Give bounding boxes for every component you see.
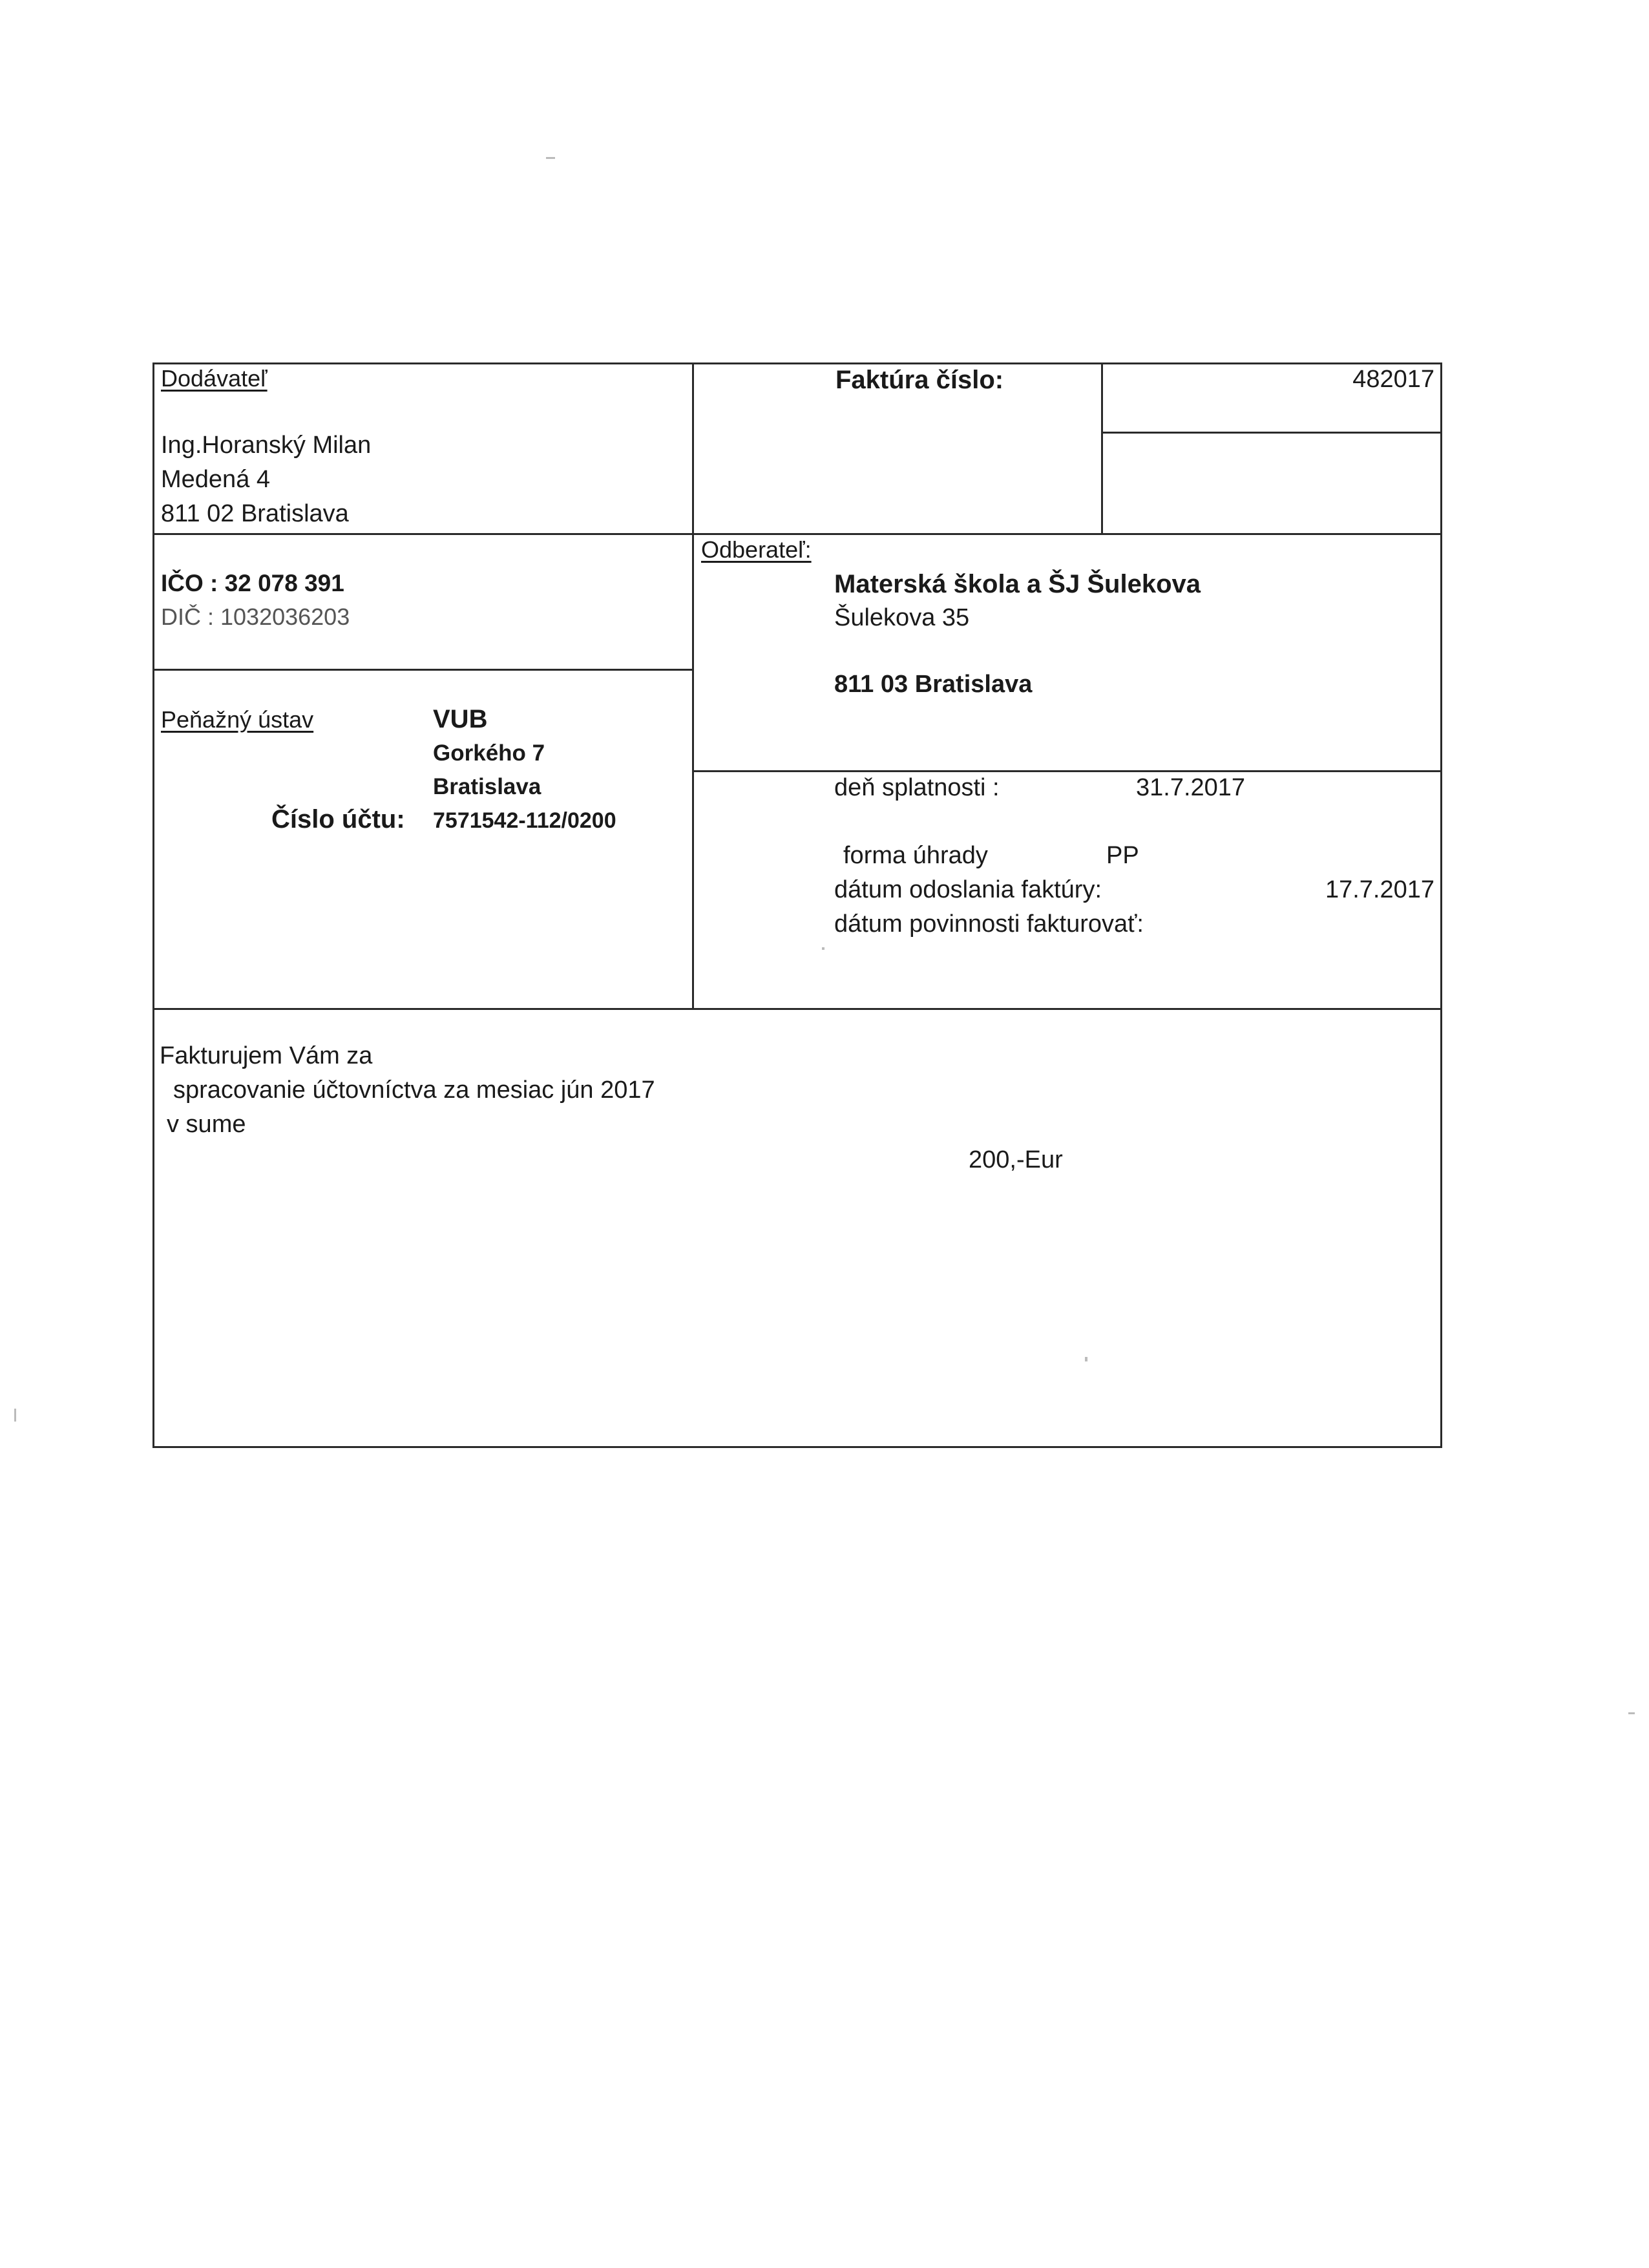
bank-heading: Peňažný ústav [161, 706, 314, 733]
payment-section-line [692, 770, 1442, 772]
due-date: 31.7.2017 [1136, 774, 1246, 801]
sent-date: 17.7.2017 [1325, 876, 1434, 903]
frame-middle-line [692, 362, 694, 1010]
body-line-3: v sume [167, 1111, 246, 1138]
payment-method: PP [1106, 842, 1139, 869]
supplier-name: Ing.Horanský Milan [161, 432, 372, 459]
body-line-1: Fakturujem Vám za [160, 1042, 373, 1069]
due-date-label: deň splatnosti : [834, 774, 1000, 801]
frame-bottom-line [152, 1446, 1442, 1448]
customer-heading: Odberateľ: [701, 536, 812, 563]
invoice-amount: 200,-Eur [969, 1146, 1063, 1173]
scan-speck [1085, 1357, 1087, 1361]
body-section-line [152, 1008, 1442, 1010]
invoice-number: 482017 [1352, 366, 1434, 393]
invoice-number-divider [1101, 362, 1103, 535]
frame-right-line [1440, 362, 1442, 1448]
account-number: 7571542-112/0200 [433, 808, 616, 833]
obligation-date-label: dátum povinnosti fakturovať: [834, 910, 1144, 938]
customer-city: 811 03 Bratislava [834, 671, 1033, 698]
payment-method-label: forma úhrady [843, 842, 988, 869]
customer-name: Materská škola a ŠJ Šulekova [834, 570, 1201, 598]
sent-date-label: dátum odoslania faktúry: [834, 876, 1102, 903]
supplier-section-line [152, 533, 1442, 535]
customer-street: Šulekova 35 [834, 604, 970, 631]
supplier-street: Medená 4 [161, 466, 271, 493]
scan-speck [1628, 1712, 1635, 1714]
supplier-dic: DIČ : 1032036203 [161, 604, 350, 630]
bank-name: VUB [433, 705, 488, 733]
bank-street: Gorkého 7 [433, 740, 545, 766]
scan-speck [14, 1409, 16, 1422]
bank-section-line [152, 669, 694, 671]
scan-speck [546, 157, 555, 159]
supplier-ico: IČO : 32 078 391 [161, 570, 344, 596]
invoice-number-label: Faktúra číslo: [835, 366, 1004, 394]
bank-city: Bratislava [433, 774, 541, 799]
invoice-number-underline [1101, 432, 1442, 434]
frame-top-line [152, 362, 1442, 364]
body-line-2: spracovanie účtovníctva za mesiac jún 2017 [173, 1076, 655, 1104]
account-label: Číslo účtu: [271, 805, 405, 834]
supplier-city: 811 02 Bratislava [161, 500, 349, 527]
frame-left-line [152, 362, 154, 1448]
scan-speck [822, 947, 824, 950]
supplier-heading: Dodávateľ [161, 365, 268, 392]
